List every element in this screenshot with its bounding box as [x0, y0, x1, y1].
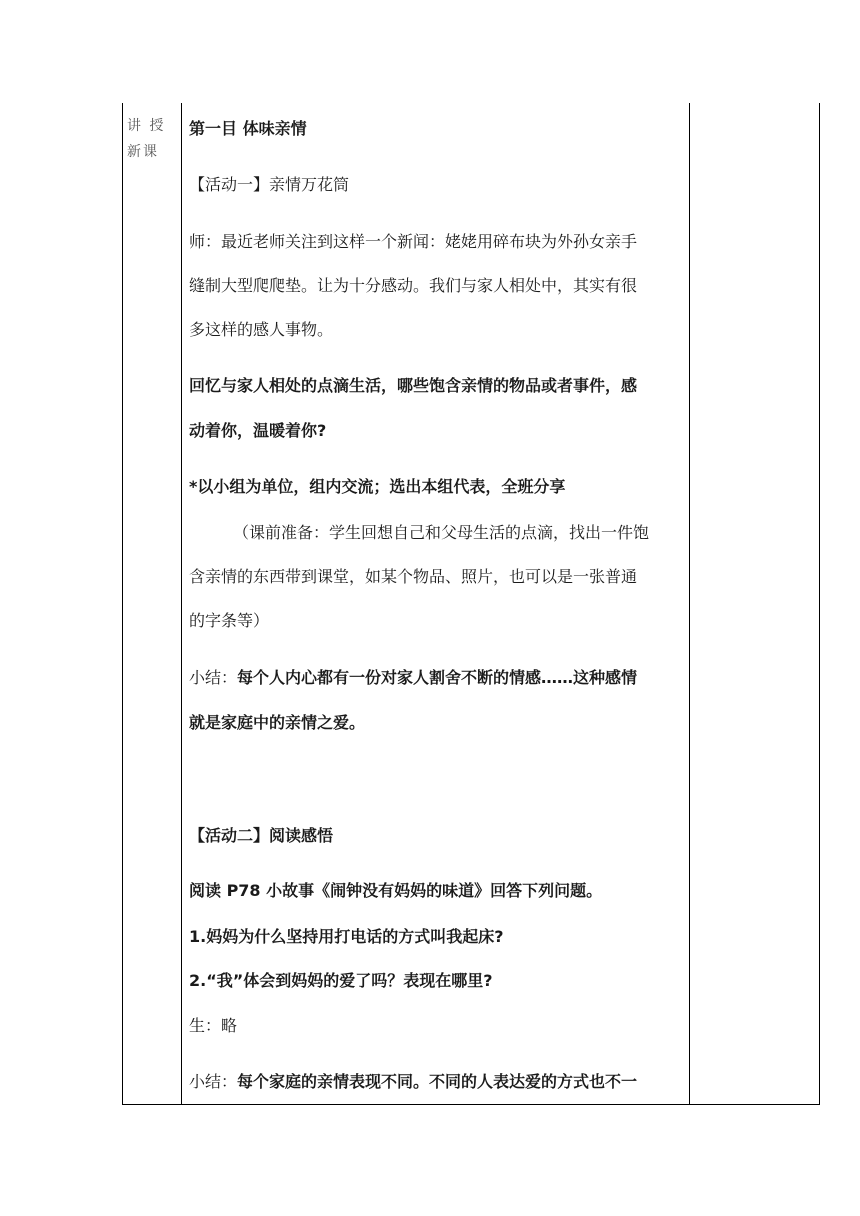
- teacher-text-line: 缝制大型爬爬垫。让为十分感动。我们与家人相处中，其实有很: [189, 276, 638, 295]
- reading-task: 阅读 P78 小故事《闹钟没有妈妈的味道》回答下列问题。: [189, 881, 603, 900]
- question-1: 1.妈妈为什么坚持用打电话的方式叫我起床?: [189, 927, 504, 946]
- summary2-text: 每个家庭的亲情表现不同。不同的人表达爱的方式也不一: [237, 1072, 638, 1091]
- question-line: 回忆与家人相处的点滴生活，哪些饱含亲情的物品或者事件，感: [189, 376, 638, 395]
- summary1-text: 每个人内心都有一份对家人割舍不断的情感……这种感情: [237, 668, 638, 687]
- section-title: 第一目 体味亲情: [189, 119, 307, 138]
- row-label: 讲 授 新课: [127, 118, 166, 160]
- group-task: *以小组为单位，组内交流；选出本组代表，全班分享: [189, 477, 566, 496]
- table-border-bottom: [122, 1104, 820, 1105]
- table-border-col3: [689, 103, 690, 1105]
- teacher-text-line: 师：最近老师关注到这样一个新闻：姥姥用碎布块为外孙女亲手: [189, 232, 638, 251]
- activity2-title: 【活动二】阅读感悟: [189, 826, 334, 845]
- table-border-left: [122, 103, 123, 1105]
- question-2: 2.“我”体会到妈妈的爱了吗？表现在哪里?: [189, 971, 493, 990]
- prep-line: 含亲情的东西带到课堂，如某个物品、照片，也可以是一张普通: [189, 567, 638, 586]
- prep-line: （课前准备：学生回想自己和父母生活的点滴，找出一件饱: [233, 523, 650, 542]
- activity1-title: 【活动一】亲情万花筒: [189, 175, 350, 194]
- question-line: 动着你，温暖着你?: [189, 421, 327, 440]
- student-answer: 生：略: [189, 1016, 238, 1035]
- summary1-line: [189, 667, 637, 689]
- teacher-text-line: 多这样的感人事物。: [189, 320, 334, 339]
- summary2-prefix: 小结：: [189, 1072, 238, 1091]
- summary2-line: [189, 1071, 637, 1093]
- summary1-line: 就是家庭中的亲情之爱。: [189, 713, 366, 732]
- table-border-right: [819, 103, 820, 1105]
- table-border-col2: [181, 103, 182, 1105]
- prep-line: 的字条等）: [189, 611, 270, 630]
- summary1-prefix: 小结：: [189, 668, 238, 687]
